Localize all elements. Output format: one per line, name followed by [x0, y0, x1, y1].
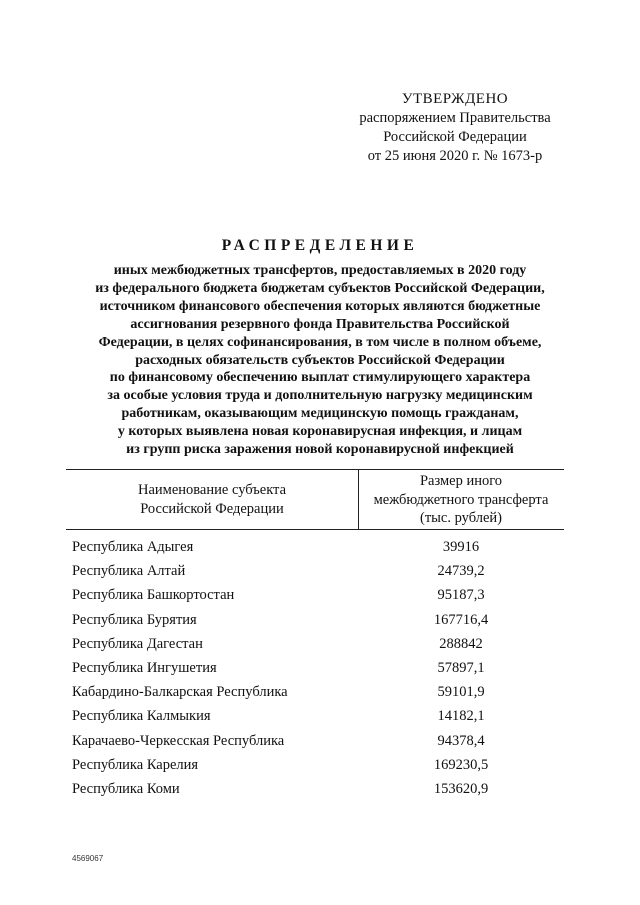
subtitle-line: из федерального бюджета бюджетам субъектов Российской Федерации, — [95, 280, 545, 296]
region-name: Республика Коми — [72, 780, 180, 797]
table-row — [0, 587, 640, 611]
table-row — [0, 660, 640, 684]
transfer-amount: 167716,4 — [433, 611, 489, 628]
region-name: Республика Бурятия — [72, 611, 197, 628]
header-region-line-1: Наименование субъекта — [137, 482, 287, 498]
subtitle-line: иных межбюджетных трансфертов, предоставляемых в 2020 году — [113, 263, 527, 278]
table-header-region — [66, 481, 358, 518]
transfer-amount: 24739,2 — [437, 563, 485, 580]
table-row — [0, 781, 640, 805]
approval-line-3: от 25 июня 2020 г. № 1673-р — [367, 148, 543, 164]
approval-line-2: Российской Федерации — [383, 129, 527, 145]
approval-heading: УТВЕРЖДЕНО — [401, 91, 509, 107]
document-title: РАСПРЕДЕЛЕНИЕ — [221, 237, 419, 254]
region-name: Республика Адыгея — [72, 539, 194, 555]
subtitle-line: по финансовому обеспечению выплат стимулирующего характера — [109, 370, 531, 386]
transfer-amount: 95187,3 — [437, 587, 485, 604]
table-row — [0, 636, 640, 660]
subtitle-line: расходных обязательств субъектов Российской Федерации — [135, 352, 505, 368]
transfer-amount: 169230,5 — [433, 756, 489, 773]
document-subtitle — [60, 262, 580, 459]
subtitle-line: Федерации, в целях софинансирования, в том числе в полном объеме, — [98, 334, 542, 350]
header-amount-line-3: (тыс. рублей) — [420, 510, 502, 526]
transfer-amount: 288842 — [439, 635, 483, 652]
transfer-amount: 94378,4 — [437, 732, 485, 749]
table-row — [0, 757, 640, 781]
table-header-rule — [66, 529, 564, 530]
region-name: Кабардино-Балкарская Республика — [72, 684, 288, 701]
subtitle-line: из групп риска заражения новой коронавирусной инфекцией — [126, 442, 514, 458]
table-row — [0, 708, 640, 732]
approval-block — [350, 90, 560, 166]
region-name: Карачаево-Черкесская Республика — [72, 732, 285, 749]
region-name: Республика Дагестан — [72, 635, 203, 652]
header-region-line-2: Российской Федерации — [140, 500, 284, 517]
table-row — [0, 684, 640, 708]
table-body — [0, 539, 640, 805]
subtitle-line: у которых выявлена новая коронавирусная инфекция, и лицам — [117, 424, 523, 440]
region-name: Республика Калмыкия — [72, 708, 211, 725]
table-row — [0, 563, 640, 587]
transfer-amount: 39916 — [442, 539, 480, 555]
transfer-amount: 14182,1 — [437, 708, 485, 725]
region-name: Республика Карелия — [72, 756, 199, 773]
table-row — [0, 539, 640, 563]
table-top-rule — [66, 469, 564, 470]
header-amount-line-2: межбюджетного трансферта — [373, 491, 549, 508]
approval-line-1: распоряжением Правительства — [359, 110, 551, 126]
transfer-amount: 153620,9 — [433, 780, 489, 797]
subtitle-line: работникам, оказывающим медицинскую помощь гражданам, — [121, 406, 519, 422]
document-code: 4569067 — [72, 854, 104, 863]
subtitle-line: источником финансового обеспечения которых являются бюджетные — [99, 298, 541, 314]
table-row — [0, 733, 640, 757]
subtitle-line: за особые условия труда и дополнительную нагрузку медицинским — [107, 388, 533, 404]
region-name: Республика Башкортостан — [72, 587, 235, 604]
header-amount-line-1: Размер иного — [419, 473, 503, 489]
table-row — [0, 612, 640, 636]
region-name: Республика Алтай — [72, 563, 186, 580]
transfer-amount: 57897,1 — [437, 659, 485, 676]
table-header-amount — [358, 472, 564, 528]
subtitle-line: ассигнования резервного фонда Правительства Российской — [130, 316, 510, 332]
transfer-amount: 59101,9 — [437, 684, 485, 701]
region-name: Республика Ингушетия — [72, 659, 217, 676]
